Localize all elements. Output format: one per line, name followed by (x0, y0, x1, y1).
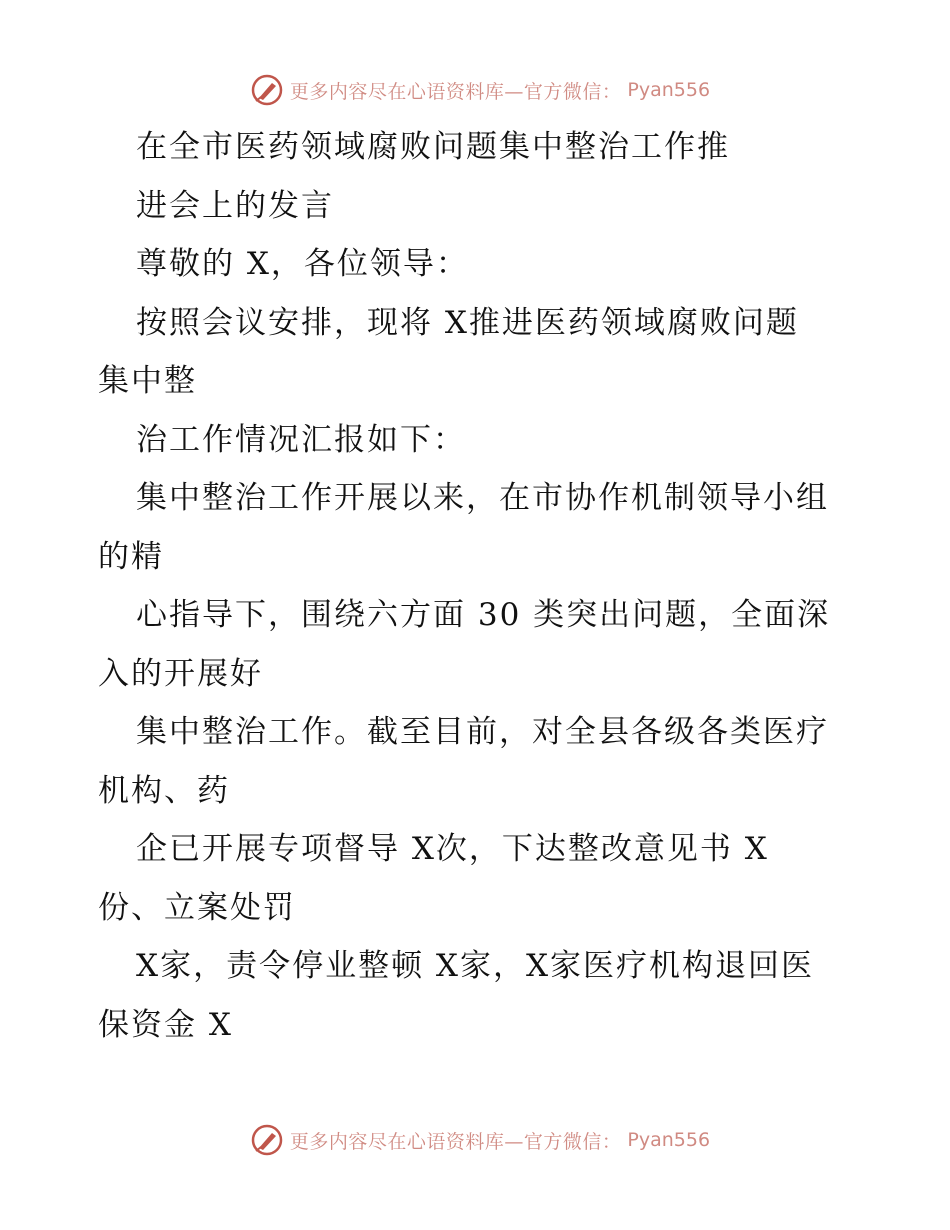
footer-watermark (0, 1120, 950, 1160)
watermark-wechat-id: Pyan556 (627, 79, 711, 101)
watermark-wechat-id: Pyan556 (627, 1129, 711, 1151)
watermark-text: 更多内容尽在心语资料库—官方微信： (289, 1130, 622, 1153)
text-line: 份、立案处罚 (98, 890, 296, 926)
text-line: 保资金 X (98, 1007, 233, 1043)
text-line: 在全市医药领域腐败问题集中整治工作推 (136, 129, 730, 165)
pen-logo-icon (250, 73, 284, 107)
text-line: 尊敬的 X，各位领导： (136, 246, 469, 282)
text-line: 集中整治工作。截至目前，对全县各级各类医疗 (136, 714, 829, 750)
header-watermark (0, 70, 950, 110)
text-line: 入的开展好 (98, 656, 263, 692)
text-line: 企已开展专项督导 X次，下达整改意见书 X (136, 831, 769, 867)
pen-logo-icon (250, 1123, 284, 1157)
watermark-group (250, 1123, 710, 1157)
text-line: 按照会议安排，现将 X推进医药领域腐败问题 (136, 305, 799, 341)
text-line: 机构、药 (98, 773, 230, 809)
watermark-text: 更多内容尽在心语资料库—官方微信： (289, 80, 622, 103)
text-line: 治工作情况汇报如下： (136, 422, 466, 458)
text-line: 集中整 (98, 363, 197, 399)
text-line: X家，责令停业整顿 X家，X家医疗机构退回医 (136, 948, 815, 984)
text-line: 进会上的发言 (136, 188, 334, 224)
text-line: 的精 (98, 539, 164, 575)
text-line: 心指导下，围绕六方面 30 类突出问题，全面深 (136, 597, 831, 633)
text-line: 集中整治工作开展以来，在市协作机制领导小组 (136, 480, 829, 516)
watermark-group (250, 73, 710, 107)
